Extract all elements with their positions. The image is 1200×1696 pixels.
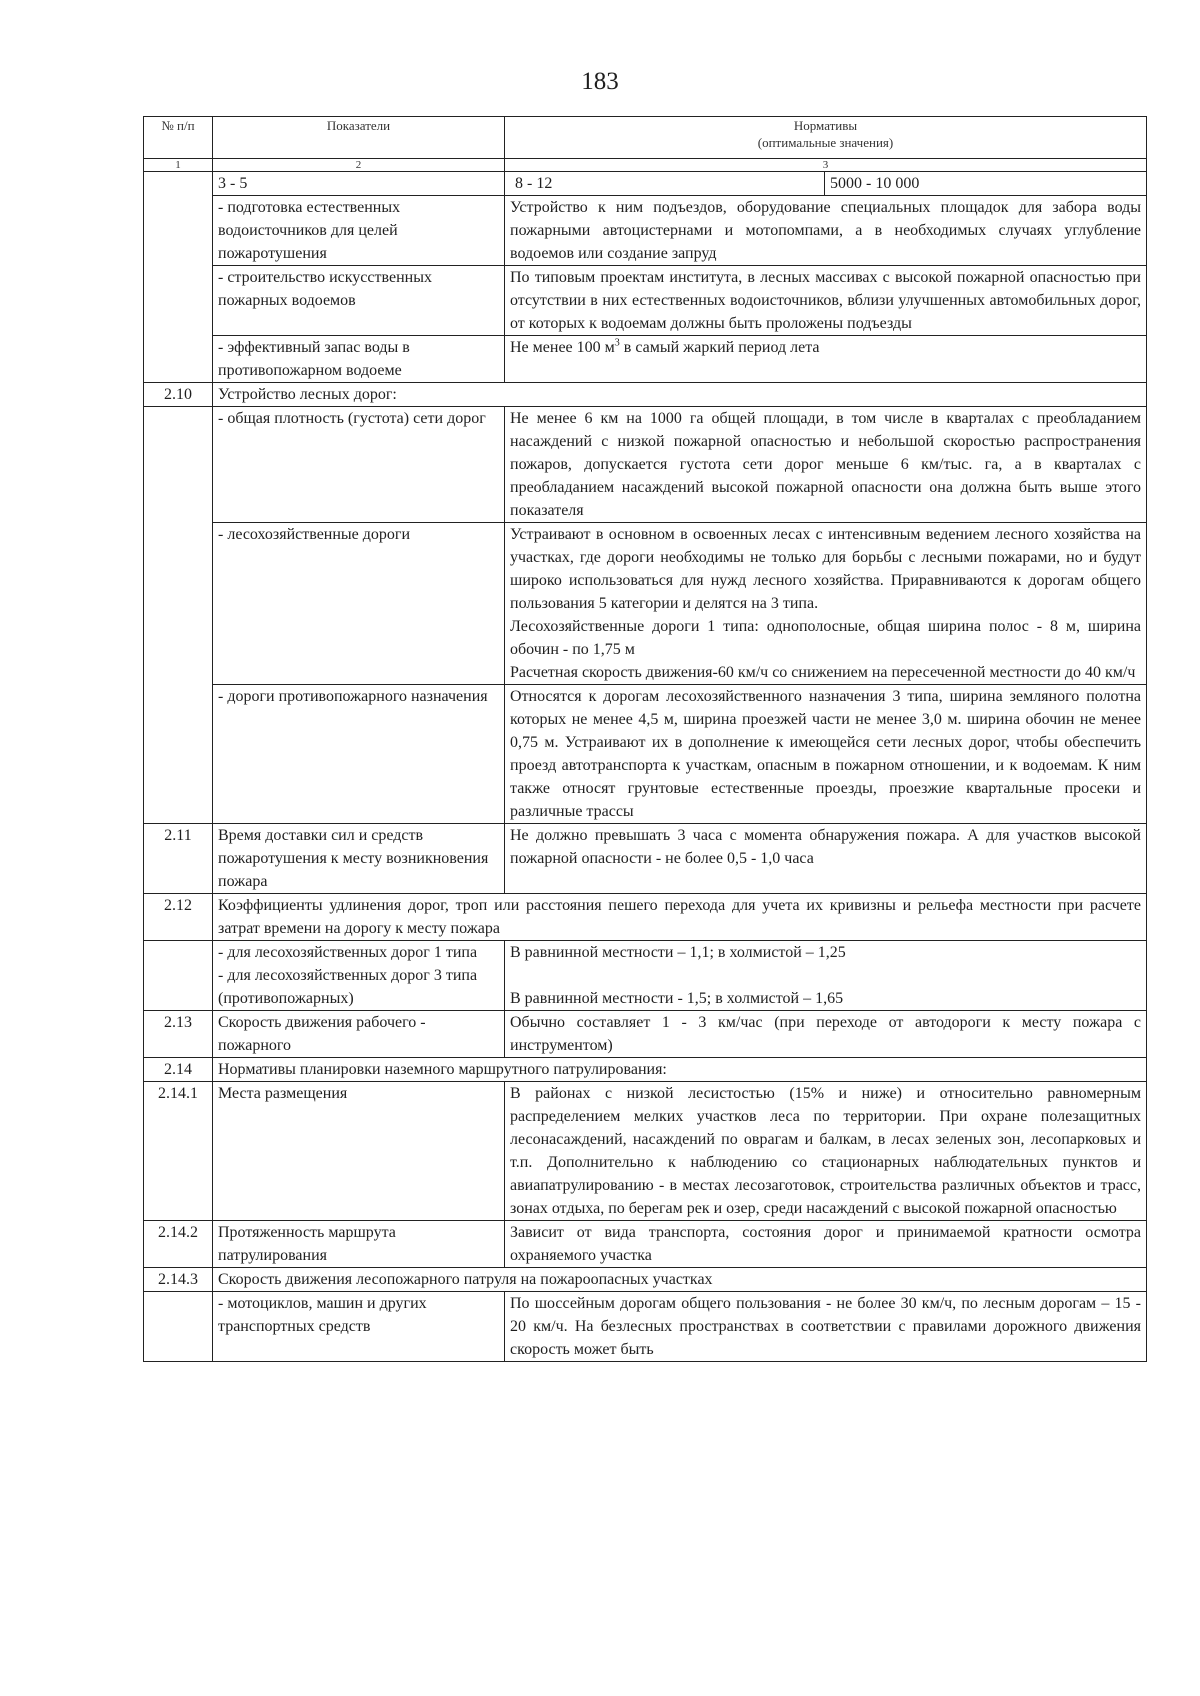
header-norms-title: Нормативы [793,118,858,133]
indicator-cell [213,941,505,1011]
row-number: 2.14 [144,1058,213,1082]
norm-text: в самый жаркий период лета [619,339,820,356]
norm-cell: По шоссейным дорогам общего пользования - не более 30 км/ч, по лесным дорогам – 15 - 20 км/ч. На безлесных пространствах в соответствии с правилами дорожного движения скорость может быть [505,1292,1147,1362]
row-number-cell [144,407,213,824]
indicator-cell: - строительство искусственных пожарных водоемов [213,266,505,336]
column-number-2: 2 [213,159,505,172]
row-number: 2.10 [144,383,213,407]
indicator-cell: - лесохозяйственные дороги [213,523,505,685]
indicator-cell: - общая плотность (густота) сети дорог [213,407,505,523]
section-row [144,383,1147,407]
row-number-cell [144,1292,213,1362]
table-row [144,685,1147,824]
indicator-cell: - эффективный запас воды в противопожарном водоеме [213,336,505,383]
table-row [144,407,1147,523]
table-row [144,172,1147,196]
page-number: 183 [581,68,619,95]
row-number: 2.13 [144,1011,213,1058]
norm-cell: Не менее 6 км на 1000 га общей площади, в том числе в кварталах с преобладанием насаждений с низкой пожарной опасностью и небольшой скоростью распространения пожаров, допускается густота сети дорог меньше 6 км/тыс. га, а в кварталах с преобладанием насаждений высокой пожарной опасности она должна быть выше этого показателя [505,407,1147,523]
superscript: 3 [614,337,620,349]
row-number-cell [144,941,213,1011]
row-number: 2.11 [144,824,213,894]
norm-cell: Устройство к ним подъездов, оборудование специальных площадок для забора воды пожарными автоцистернами и мотопомпами, а в необходимых случаях углубление водоемов или создание запруд [505,196,1147,266]
table-row [144,824,1147,894]
norm-paragraph: Лесохозяйственные дороги 1 типа: однополосные, общая ширина полос - 8 м, ширина обочин - по 1,75 м [510,618,1141,658]
table-row [144,941,1147,1011]
section-title: Устройство лесных дорог: [213,383,1147,407]
norm-item: В равнинной местности - 1,5; в холмистой – 1,65 [510,990,844,1007]
indicator-cell: Места размещения [213,1082,505,1221]
table-row [144,196,1147,266]
norm-cell [505,172,1147,196]
row-number: 2.14.3 [144,1268,213,1292]
column-number-1: 1 [144,159,213,172]
norm-cell: По типовым проектам института, в лесных массивах с высокой пожарной опасностью при отсутствии в них естественных водоисточников, вблизи улучшенных автомобильных дорог, от которых к водоемам должны быть проложены подъезды [505,266,1147,336]
norm-item: В равнинной местности – 1,1; в холмистой – 1,25 [510,944,846,961]
indicator-cell: 3 - 5 [213,172,505,196]
norm-cell [505,941,1147,1011]
table-row [144,266,1147,336]
section-row [144,894,1147,941]
indicator-cell: - подготовка естественных водоисточников для целей пожаротушения [213,196,505,266]
section-title: Нормативы планировки наземного маршрутного патрулирования: [213,1058,1147,1082]
table-row [144,523,1147,685]
table-row [144,1292,1147,1362]
table-row [144,1221,1147,1268]
indicator-item: - для лесохозяйственных дорог 1 типа [218,944,478,961]
row-number: 2.12 [144,894,213,941]
indicator-cell: Протяженность маршрута патрулирования [213,1221,505,1268]
header-norms [505,117,1147,159]
norm-cell: Относятся к дорогам лесохозяйственного назначения 3 типа, ширина земляного полотна которых не менее 4,5 м, ширина проезжей части не менее 3,0 м. ширина обочин не менее 0,75 м. Устраивают их в дополнение к имеющейся сети лесных дорог, чтобы обеспечить проезд автотранспорта к участкам, опасным в пожарном отношении, и к водоемам. К ним также относят грунтовые естественные проезды, проезжие квартальные просеки и различные трассы [505,685,1147,824]
indicator-cell: Время доставки сил и средств пожаротушения к месту возникновения пожара [213,824,505,894]
norm-cell: Не должно превышать 3 часа с момента обнаружения пожара. А для участков высокой пожарной опасности - не более 0,5 - 1,0 часа [505,824,1147,894]
column-number-3: 3 [505,159,1147,172]
norms-table [143,116,1147,1362]
norm-cell: Обычно составляет 1 - 3 км/час (при переходе от автодороги к месту пожара с инструментом) [505,1011,1147,1058]
column-number-row [144,159,1147,172]
norm-cell: В районах с низкой лесистостью (15% и ниже) и относительно равномерным распределением мелких участков леса по территории. При охране полезащитных лесонасаждений, насаждений по оврагам и балкам, в лесах зеленых зон, лесопарковых и т.п. Дополнительно к наблюдению со стационарных наблюдательных пунктов и авиапатрулированию - в местах лесозаготовок, строительства различных объектов и трасс, зонах отдыха, по берегам рек и озер, среди насаждений с высокой пожарной опасностью [505,1082,1147,1221]
norm-cell: Зависит от вида транспорта, состояния дорог и принимаемой кратности осмотра охраняемого участка [505,1221,1147,1268]
section-row [144,1268,1147,1292]
indicator-cell: Скорость движения рабочего - пожарного [213,1011,505,1058]
header-number: № п/п [144,117,213,159]
table-header-row [144,117,1147,159]
header-norms-subtitle: (оптимальные значения) [757,135,894,150]
section-row [144,1058,1147,1082]
norm-subvalue: 8 - 12 [515,175,553,192]
indicator-cell: - дороги противопожарного назначения [213,685,505,824]
table-row [144,1011,1147,1058]
header-indicator: Показатели [213,117,505,159]
norm-cell [505,336,1147,383]
section-title: Скорость движения лесопожарного патруля на пожароопасных участках [213,1268,1147,1292]
section-title: Коэффициенты удлинения дорог, троп или расстояния пешего перехода для учета их кривизны и рельефа местности при расчете затрат времени на дорогу к месту пожара [213,894,1147,941]
row-number: 2.14.1 [144,1082,213,1221]
norm-cell [505,523,1147,685]
table-row [144,336,1147,383]
norm-subvalue: 5000 - 10 000 [824,172,1141,195]
row-number: 2.14.2 [144,1221,213,1268]
indicator-item: - для лесохозяйственных дорог 3 типа (противопожарных) [218,967,478,1007]
norm-text: Не менее 100 м [510,339,615,356]
norm-paragraph: Расчетная скорость движения-60 км/ч со снижением на пересеченной местности до 40 км/ч [510,664,1136,681]
row-number-cell [144,172,213,383]
norm-paragraph: Устраивают в основном в освоенных лесах с интенсивным ведением лесного хозяйства на участках, где дороги необходимы не только для борьбы с лесными пожарами, но и будут широко использоваться для нужд лесного хозяйства. Приравниваются к дорогам общего пользования 5 категории и делятся на 3 типа. [510,526,1141,612]
table-row [144,1082,1147,1221]
indicator-cell: - мотоциклов, машин и других транспортных средств [213,1292,505,1362]
